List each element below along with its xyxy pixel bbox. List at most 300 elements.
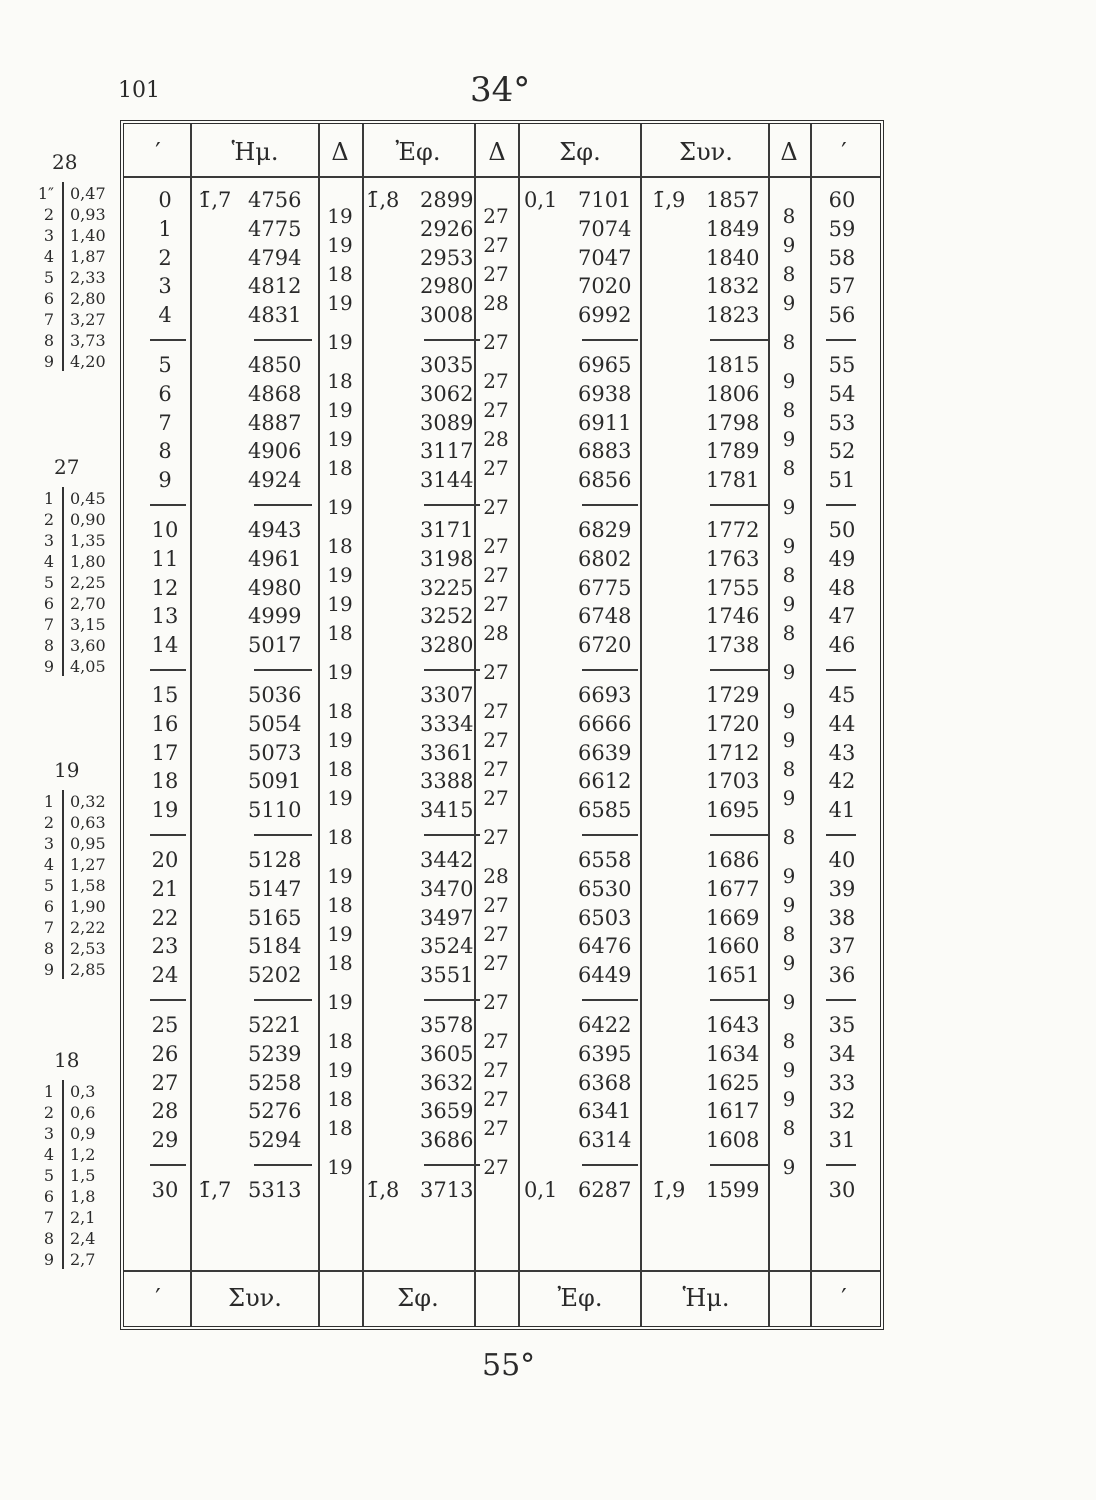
- pp-table-row: [30, 310, 120, 330]
- group-separator: [254, 999, 312, 1001]
- sine-difference: 18: [327, 893, 353, 918]
- minute-cell: 2: [158, 245, 172, 270]
- tangent-value: 3334: [420, 711, 474, 736]
- pp-value: 2,80: [70, 289, 106, 308]
- tangent-difference: 27: [483, 1115, 509, 1140]
- pp-table-row: [30, 1103, 120, 1123]
- cosine-difference: 8: [782, 455, 796, 480]
- minute-cell: 16: [151, 711, 179, 736]
- minute-cell: 26: [151, 1041, 179, 1066]
- group-separator: [150, 834, 186, 836]
- cosine-value: 1832: [706, 274, 760, 299]
- complement-minute-cell: 45: [828, 683, 856, 707]
- header-rule: [124, 176, 880, 178]
- sine-value: 5184: [248, 934, 302, 959]
- pp-digit: 3: [43, 226, 54, 245]
- cotangent-value: 6395: [578, 1041, 632, 1066]
- tangent-difference: 28: [483, 290, 509, 315]
- tangent-value: 3632: [420, 1070, 474, 1095]
- sine-difference: 19: [327, 563, 353, 588]
- complement-minute-cell: 40: [828, 848, 856, 872]
- cosine-difference: 8: [782, 204, 796, 229]
- tangent-value: 3361: [420, 740, 474, 765]
- pp-table-row: [30, 876, 120, 896]
- cosine-value: 1625: [706, 1070, 760, 1095]
- pp-digit: 9: [43, 352, 54, 371]
- tangent-value: 3225: [420, 575, 474, 600]
- complement-minute-cell: 57: [828, 274, 856, 299]
- cosine-difference: 8: [782, 330, 796, 355]
- tangent-value: 3497: [420, 905, 474, 930]
- group-separator: [424, 999, 480, 1001]
- cotangent-value: 6802: [578, 546, 632, 571]
- pp-digit: 2: [43, 1103, 54, 1122]
- group-separator: [582, 834, 638, 836]
- cotangent-value: 7020: [578, 274, 632, 299]
- complement-minute-cell: 44: [828, 711, 856, 736]
- pp-value: 1,5: [70, 1166, 96, 1185]
- pp-value: 2,70: [70, 594, 106, 613]
- tangent-difference: 27: [483, 922, 509, 946]
- column-divider: [190, 124, 192, 1326]
- group-separator: [710, 1164, 768, 1166]
- tangent-value: 3442: [420, 848, 474, 872]
- complement-minute-cell: 46: [828, 633, 856, 658]
- sine-difference: 19: [327, 330, 353, 355]
- sine-difference: 19: [327, 1058, 353, 1083]
- cotangent-value: 6585: [578, 798, 632, 823]
- cosine-difference: 8: [782, 398, 796, 423]
- sine-difference: 18: [327, 699, 353, 724]
- pp-digit: 8: [43, 331, 54, 350]
- group-separator: [254, 339, 312, 341]
- sine-value: 5054: [248, 711, 302, 736]
- pp-value: 2,85: [70, 960, 106, 979]
- sine-value: 5239: [248, 1041, 302, 1066]
- minute-cell: 22: [151, 905, 179, 930]
- minute-cell: 19: [151, 798, 179, 823]
- column-footer-cot: Ἐφ.: [557, 1284, 603, 1312]
- sine-difference: 19: [327, 660, 353, 685]
- cotangent-value: 7101: [578, 188, 632, 212]
- cosine-difference: 9: [782, 864, 796, 889]
- tangent-difference: 27: [483, 757, 509, 781]
- pp-value: 2,25: [70, 573, 106, 592]
- pp-value: 3,27: [70, 310, 106, 329]
- complement-minute-cell: 30: [828, 1178, 856, 1202]
- cosine-value: 1608: [706, 1128, 760, 1153]
- tangent-difference: 27: [483, 204, 509, 229]
- pp-table-row: [30, 615, 120, 635]
- pp-value: 0,93: [70, 205, 106, 224]
- pp-digit: 3: [43, 531, 54, 550]
- cosine-difference: 9: [782, 785, 796, 810]
- pp-digit: 1: [43, 489, 54, 508]
- sine-difference: 19: [327, 427, 353, 451]
- sine-difference: 19: [327, 495, 353, 520]
- sine-value: 5091: [248, 769, 302, 794]
- minute-cell: 23: [151, 934, 179, 959]
- tangent-value: 3388: [420, 769, 474, 794]
- cotangent-value: 6503: [578, 905, 632, 930]
- tangent-difference: 27: [483, 893, 509, 918]
- minute-cell: 13: [151, 604, 179, 629]
- minute-cell: 24: [151, 963, 179, 988]
- tangent-value: 2980: [420, 274, 474, 299]
- complement-minute-cell: 60: [828, 188, 856, 212]
- tangent-difference: 27: [483, 233, 509, 258]
- sine-value: 5294: [248, 1128, 302, 1153]
- pp-digit: 8: [43, 636, 54, 655]
- cosine-value: 1755: [706, 575, 760, 600]
- complement-minute-cell: 48: [828, 575, 856, 600]
- group-separator: [826, 999, 856, 1001]
- column-divider: [768, 124, 770, 1326]
- cosine-value: 1798: [706, 410, 760, 435]
- pp-table-heading: 27: [54, 455, 80, 479]
- minute-cell: 27: [151, 1070, 179, 1095]
- tangent-difference: 27: [483, 534, 509, 559]
- pp-value: 4,05: [70, 657, 106, 676]
- cosine-difference: 9: [782, 534, 796, 559]
- column-divider: [474, 124, 476, 1326]
- pp-table-heading: 28: [52, 150, 78, 174]
- group-separator: [710, 339, 768, 341]
- tangent-characteristic: 1̄,8: [366, 1178, 400, 1202]
- cosine-difference: 9: [782, 427, 796, 451]
- pp-table-row: [30, 1187, 120, 1207]
- tangent-difference: 27: [483, 495, 509, 520]
- tangent-value: 2953: [420, 245, 474, 270]
- column-header-tan: Ἐφ.: [395, 138, 441, 166]
- cosine-difference: 8: [782, 1115, 796, 1140]
- sine-value: 5147: [248, 876, 302, 901]
- cosine-value: 1806: [706, 381, 760, 406]
- cosine-difference: 8: [782, 620, 796, 645]
- cosine-value: 1695: [706, 798, 760, 823]
- cosine-difference: 9: [782, 290, 796, 315]
- sine-difference: 18: [327, 534, 353, 559]
- column-header-cmin: ′: [841, 138, 847, 166]
- group-separator: [254, 834, 312, 836]
- pp-value: 0,32: [70, 792, 106, 811]
- pp-digit: 7: [43, 310, 54, 329]
- cotangent-value: 6666: [578, 711, 632, 736]
- pp-digit: 1: [43, 792, 54, 811]
- minute-cell: 17: [151, 740, 179, 765]
- group-separator: [254, 504, 312, 506]
- cotangent-value: 6314: [578, 1128, 632, 1153]
- pp-digit: 7: [43, 918, 54, 937]
- pp-digit: 4: [43, 552, 54, 571]
- pp-digit: 2: [43, 205, 54, 224]
- pp-value: 1,90: [70, 897, 106, 916]
- tangent-difference: 27: [483, 1029, 509, 1054]
- tangent-value: 3280: [420, 633, 474, 658]
- pp-table-row: [30, 352, 120, 372]
- pp-digit: 6: [43, 897, 54, 916]
- pp-table-row: [30, 834, 120, 854]
- pp-digit: 2: [43, 510, 54, 529]
- tangent-difference: 27: [483, 699, 509, 724]
- complement-minute-cell: 49: [828, 546, 856, 571]
- pp-table-row: [30, 939, 120, 959]
- column-header-cos: Συν.: [679, 138, 733, 166]
- group-separator: [582, 669, 638, 671]
- sine-difference: 19: [327, 204, 353, 229]
- minute-cell: 1: [158, 216, 172, 241]
- pp-value: 3,15: [70, 615, 106, 634]
- column-divider: [362, 124, 364, 1326]
- pp-digit: 9: [43, 657, 54, 676]
- cotangent-value: 6775: [578, 575, 632, 600]
- group-separator: [582, 999, 638, 1001]
- pp-table-row: [30, 855, 120, 875]
- complement-minute-cell: 38: [828, 905, 856, 930]
- minute-cell: 21: [151, 876, 179, 901]
- pp-digit: 1: [43, 1082, 54, 1101]
- complement-minute-cell: 31: [828, 1128, 856, 1153]
- pp-table-row: [30, 573, 120, 593]
- pp-digit: 7: [43, 1208, 54, 1227]
- tangent-difference: 27: [483, 398, 509, 423]
- sine-difference: 18: [327, 950, 353, 975]
- pp-table-row: [30, 813, 120, 833]
- cosine-difference: 8: [782, 757, 796, 781]
- sine-value: 4943: [248, 518, 302, 542]
- pp-table-row: [30, 268, 120, 288]
- sine-value: 4999: [248, 604, 302, 629]
- pp-value: 2,7: [70, 1250, 96, 1269]
- pp-value: 1,58: [70, 876, 106, 895]
- tangent-value: 3713: [420, 1178, 474, 1202]
- pp-table-row: [30, 792, 120, 812]
- tangent-difference: 27: [483, 455, 509, 480]
- cosine-value: 1772: [706, 518, 760, 542]
- pp-value: 2,33: [70, 268, 106, 287]
- pp-table-row: [30, 226, 120, 246]
- cosine-value: 1686: [706, 848, 760, 872]
- pp-table-row: [30, 247, 120, 267]
- tangent-value: 3117: [420, 439, 474, 464]
- pp-table-row: [30, 918, 120, 938]
- complement-minute-cell: 36: [828, 963, 856, 988]
- cotangent-value: 6476: [578, 934, 632, 959]
- column-footer-cos: Ἡμ.: [682, 1284, 730, 1312]
- minute-cell: 15: [151, 683, 179, 707]
- sine-difference: 18: [327, 620, 353, 645]
- cosine-difference: 9: [782, 233, 796, 258]
- tangent-value: 3144: [420, 468, 474, 493]
- column-header-d1: Δ: [331, 138, 349, 166]
- tangent-difference: 27: [483, 1155, 509, 1180]
- cotangent-value: 6341: [578, 1099, 632, 1124]
- pp-digit: 5: [43, 573, 54, 592]
- column-header-d3: Δ: [780, 138, 798, 166]
- pp-table-row: [30, 489, 120, 509]
- group-separator: [150, 999, 186, 1001]
- tangent-difference: 27: [483, 990, 509, 1015]
- tangent-value: 2926: [420, 216, 474, 241]
- pp-digit: 5: [43, 876, 54, 895]
- cotangent-value: 6530: [578, 876, 632, 901]
- cosine-difference: 9: [782, 660, 796, 685]
- pp-digit: 7: [43, 615, 54, 634]
- cosine-value: 1677: [706, 876, 760, 901]
- pp-table-heading: 18: [54, 1048, 80, 1072]
- pp-value: 2,53: [70, 939, 106, 958]
- group-separator: [424, 834, 480, 836]
- pp-value: 0,95: [70, 834, 106, 853]
- footer-rule: [124, 1270, 880, 1272]
- tangent-value: 3008: [420, 303, 474, 328]
- tangent-value: 3605: [420, 1041, 474, 1066]
- group-separator: [710, 504, 768, 506]
- cosine-value: 1669: [706, 905, 760, 930]
- cotangent-value: 6287: [578, 1178, 632, 1202]
- pp-digit: 2: [43, 813, 54, 832]
- pp-table-row: [30, 184, 120, 204]
- minute-cell: 29: [151, 1128, 179, 1153]
- cotangent-value: 6558: [578, 848, 632, 872]
- pp-table-row: [30, 531, 120, 551]
- tangent-characteristic: 1̄,8: [366, 188, 400, 212]
- group-separator: [582, 504, 638, 506]
- minute-cell: 7: [158, 410, 172, 435]
- cosine-difference: 9: [782, 1155, 796, 1180]
- sine-difference: 19: [327, 290, 353, 315]
- group-separator: [826, 1164, 856, 1166]
- pp-digit: 5: [43, 1166, 54, 1185]
- sine-value: 5165: [248, 905, 302, 930]
- cosine-difference: 9: [782, 990, 796, 1015]
- complement-minute-cell: 51: [828, 468, 856, 493]
- sine-value: 4980: [248, 575, 302, 600]
- pp-digit: 9: [43, 1250, 54, 1269]
- cosine-value: 1763: [706, 546, 760, 571]
- tangent-value: 3578: [420, 1013, 474, 1037]
- pp-value: 3,73: [70, 331, 106, 350]
- tangent-difference: 27: [483, 785, 509, 810]
- bottom-angle-heading: 55°: [482, 1348, 536, 1383]
- pp-value: 2,1: [70, 1208, 96, 1227]
- cosine-difference: 8: [782, 922, 796, 946]
- minute-cell: 18: [151, 769, 179, 794]
- cosine-value: 1857: [706, 188, 760, 212]
- pp-value: 1,8: [70, 1187, 96, 1206]
- complement-minute-cell: 39: [828, 876, 856, 901]
- sine-value: 4775: [248, 216, 302, 241]
- cotangent-value: 6911: [578, 410, 632, 435]
- column-footer-cmin: ′: [841, 1284, 847, 1312]
- group-separator: [424, 669, 480, 671]
- pp-value: 4,20: [70, 352, 106, 371]
- sine-value: 5313: [248, 1178, 302, 1202]
- pp-value: 1,80: [70, 552, 106, 571]
- complement-minute-cell: 43: [828, 740, 856, 765]
- pp-table-row: [30, 289, 120, 309]
- complement-minute-cell: 58: [828, 245, 856, 270]
- pp-digit: 8: [43, 939, 54, 958]
- cotangent-value: 6965: [578, 353, 632, 377]
- sine-difference: 18: [327, 757, 353, 781]
- sine-value: 4756: [248, 188, 302, 212]
- tangent-difference: 27: [483, 1058, 509, 1083]
- sine-difference: 19: [327, 785, 353, 810]
- pp-value: 1,40: [70, 226, 106, 245]
- group-separator: [150, 504, 186, 506]
- cosine-value: 1651: [706, 963, 760, 988]
- pp-table-row: [30, 594, 120, 614]
- cotangent-characteristic: 0,1: [524, 188, 558, 212]
- pp-table-row: [30, 1229, 120, 1249]
- cotangent-value: 6693: [578, 683, 632, 707]
- tangent-difference: 27: [483, 262, 509, 286]
- cosine-characteristic: 1̄,9: [652, 188, 686, 212]
- sine-difference: 18: [327, 455, 353, 480]
- pp-table-row: [30, 1166, 120, 1186]
- pp-value: 0,45: [70, 489, 106, 508]
- pp-value: 0,6: [70, 1103, 96, 1122]
- pp-value: 1,2: [70, 1145, 96, 1164]
- sine-difference: 19: [327, 1155, 353, 1180]
- tangent-value: 3470: [420, 876, 474, 901]
- tangent-value: 3686: [420, 1128, 474, 1153]
- tangent-difference: 27: [483, 592, 509, 616]
- minute-cell: 3: [158, 274, 172, 299]
- cosine-value: 1815: [706, 353, 760, 377]
- pp-table-row: [30, 205, 120, 225]
- minute-cell: 28: [151, 1099, 179, 1124]
- sine-value: 4868: [248, 381, 302, 406]
- tangent-difference: 28: [483, 864, 509, 889]
- cosine-value: 1781: [706, 468, 760, 493]
- cosine-value: 1617: [706, 1099, 760, 1124]
- complement-minute-cell: 35: [828, 1013, 856, 1037]
- sine-difference: 19: [327, 592, 353, 616]
- sine-value: 4906: [248, 439, 302, 464]
- sine-value: 4961: [248, 546, 302, 571]
- sine-difference: 19: [327, 398, 353, 423]
- complement-minute-cell: 56: [828, 303, 856, 328]
- pp-value: 2,4: [70, 1229, 96, 1248]
- cosine-value: 1823: [706, 303, 760, 328]
- pp-table-row: [30, 960, 120, 980]
- group-separator: [710, 834, 768, 836]
- group-separator: [582, 1164, 638, 1166]
- tangent-difference: 27: [483, 728, 509, 753]
- minute-cell: 8: [158, 439, 172, 464]
- minute-cell: 10: [151, 518, 179, 542]
- sine-difference: 19: [327, 990, 353, 1015]
- cotangent-value: 6449: [578, 963, 632, 988]
- pp-value: 0,3: [70, 1082, 96, 1101]
- tangent-value: 3198: [420, 546, 474, 571]
- tangent-difference: 28: [483, 427, 509, 451]
- complement-minute-cell: 34: [828, 1041, 856, 1066]
- sine-value: 5202: [248, 963, 302, 988]
- complement-minute-cell: 32: [828, 1099, 856, 1124]
- minute-cell: 20: [151, 848, 179, 872]
- cosine-difference: 9: [782, 495, 796, 520]
- cosine-value: 1738: [706, 633, 760, 658]
- tangent-value: 3035: [420, 353, 474, 377]
- complement-minute-cell: 55: [828, 353, 856, 377]
- sine-value: 4812: [248, 274, 302, 299]
- column-footer-min: ′: [155, 1284, 161, 1312]
- pp-table-row: [30, 897, 120, 917]
- cotangent-value: 6422: [578, 1013, 632, 1037]
